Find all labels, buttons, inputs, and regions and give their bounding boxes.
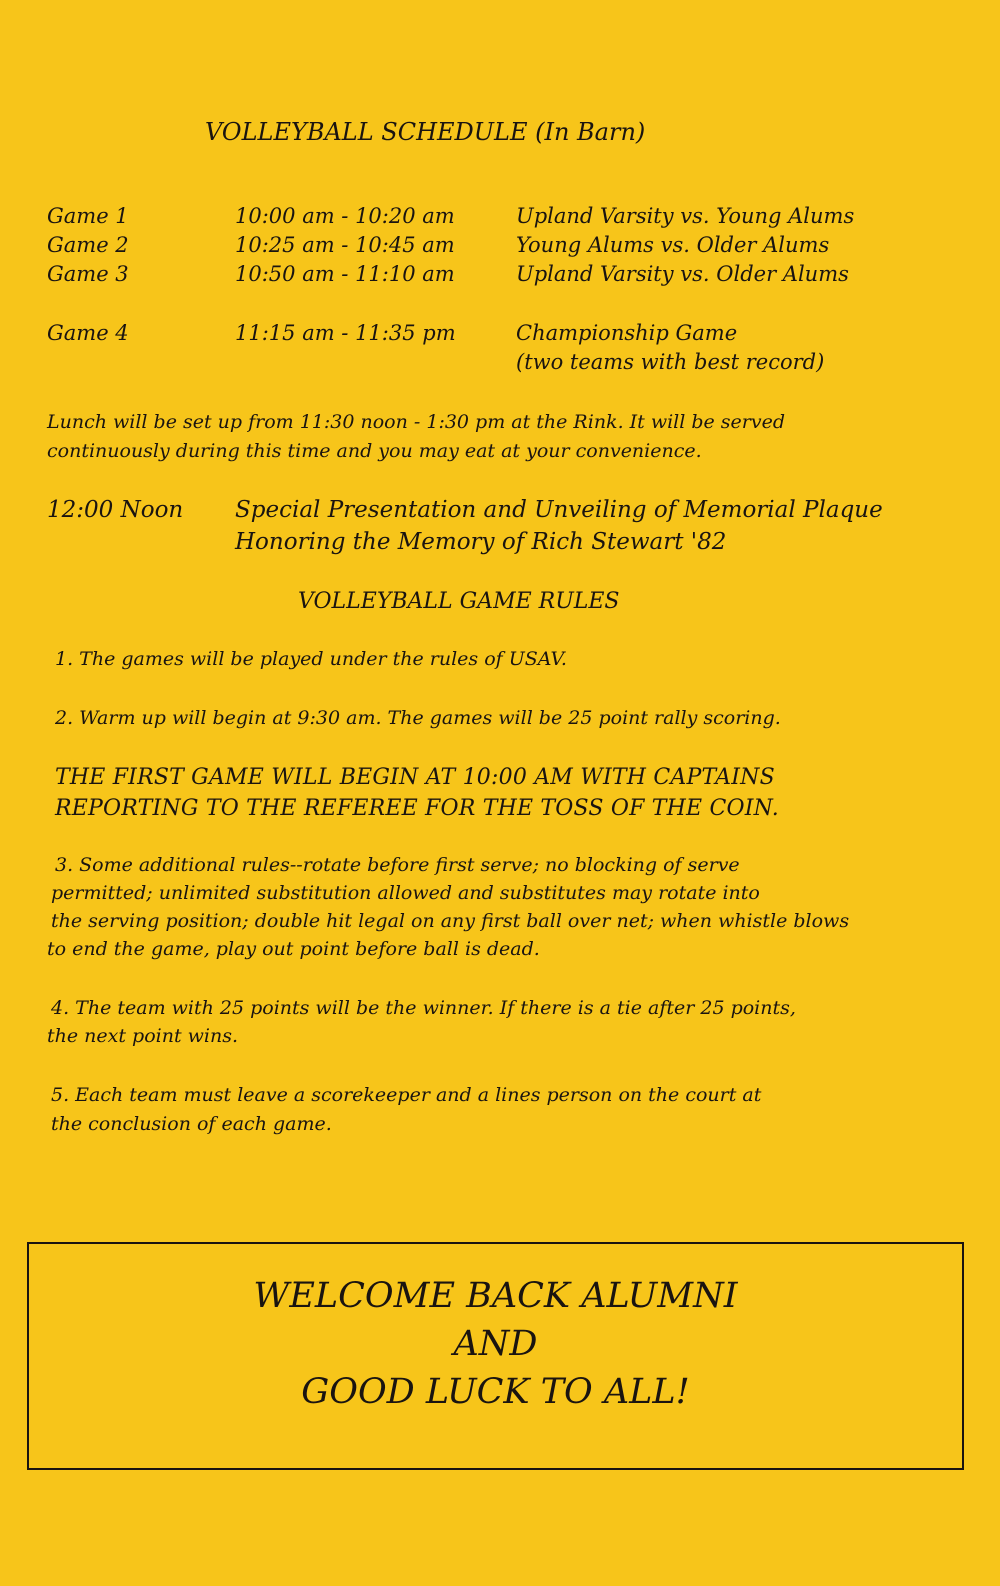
game-label: Game 2 [47, 233, 129, 257]
lunch-text: Lunch will be set up from 11:30 noon - 1:30 pm at the Rink. It will be served [47, 411, 786, 433]
game-time: 10:25 am - 10:45 am [235, 233, 455, 257]
rules-title: VOLLEYBALL GAME RULES [298, 589, 620, 614]
game-label: Game 4 [47, 321, 129, 345]
presentation-text: Honoring the Memory of Rich Stewart '82 [235, 529, 727, 555]
start-announcement: REPORTING TO THE REFEREE FOR THE TOSS OF THE COIN. [55, 796, 779, 821]
welcome-box [27, 1242, 964, 1470]
welcome-line: GOOD LUCK TO ALL! [301, 1372, 690, 1412]
game-match: Upland Varsity vs. Young Alums [516, 204, 855, 228]
lunch-text: continuously during this time and you may eat at your convenience. [47, 440, 702, 462]
game-time: 11:15 am - 11:35 pm [235, 321, 456, 345]
game-match: Upland Varsity vs. Older Alums [516, 262, 849, 286]
rule-item: the next point wins. [47, 1025, 238, 1047]
rule-item: to end the game, play out point before ball is dead. [47, 938, 540, 960]
game-time: 10:50 am - 11:10 am [235, 262, 455, 286]
game-label: Game 3 [47, 262, 129, 286]
game-match: Championship Game [516, 321, 738, 345]
rule-item: 3. Some additional rules--rotate before first serve; no blocking of serve [55, 854, 740, 876]
game-time: 10:00 am - 10:20 am [235, 204, 455, 228]
game-note: (two teams with best record) [516, 350, 825, 374]
welcome-line: WELCOME BACK ALUMNI [253, 1276, 738, 1316]
presentation-time: 12:00 Noon [47, 497, 184, 523]
welcome-line: AND [453, 1324, 538, 1364]
rule-item: permitted; unlimited substitution allowed and substitutes may rotate into [51, 882, 760, 904]
rule-item: the conclusion of each game. [51, 1113, 332, 1135]
schedule-title: VOLLEYBALL SCHEDULE (In Barn) [205, 118, 646, 146]
rule-item: 1. The games will be played under the rules of USAV. [55, 648, 567, 670]
presentation-text: Special Presentation and Unveiling of Memorial Plaque [235, 497, 883, 523]
rule-item: 4. The team with 25 points will be the winner. If there is a tie after 25 points, [51, 997, 796, 1019]
rule-item: 2. Warm up will begin at 9:30 am. The games will be 25 point rally scoring. [55, 707, 781, 729]
rule-item: the serving position; double hit legal on any first ball over net; when whistle blows [51, 910, 850, 932]
game-match: Young Alums vs. Older Alums [516, 233, 830, 257]
game-label: Game 1 [47, 204, 129, 228]
rule-item: 5. Each team must leave a scorekeeper and a lines person on the court at [51, 1084, 762, 1106]
start-announcement: THE FIRST GAME WILL BEGIN AT 10:00 AM WITH CAPTAINS [55, 765, 775, 790]
